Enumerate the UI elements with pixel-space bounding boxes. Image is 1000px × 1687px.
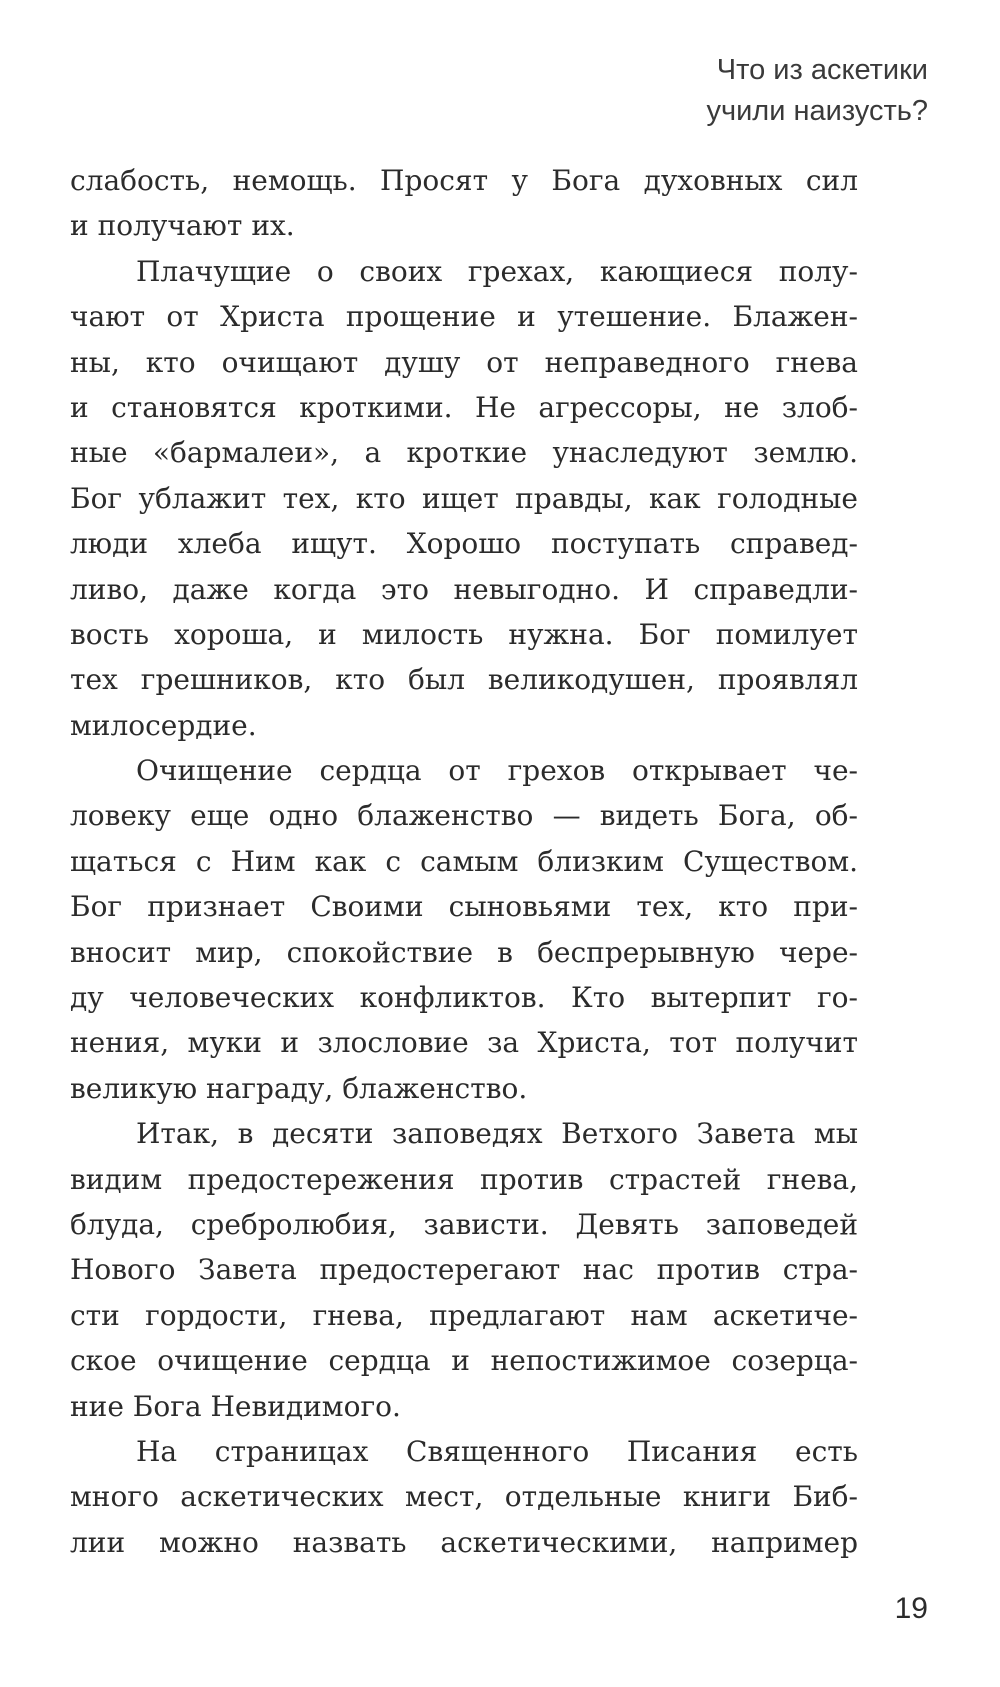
text-line: лии можно назвать аскетическими, например xyxy=(70,1525,858,1559)
text-line: блуда, сребролюбия, зависти. Девять заповедей xyxy=(70,1207,858,1241)
text-line: милосердие. xyxy=(70,708,257,742)
text-line: слабость, немощь. Просят у Бога духовных сил xyxy=(70,164,858,197)
text-line: щаться с Ним как с самым близким Существом. xyxy=(70,844,858,878)
body-text xyxy=(70,158,858,1565)
text-line: ные «бармалеи», а кроткие унаследуют землю. xyxy=(70,436,858,470)
text-line: видим предостережения против страстей гнева, xyxy=(70,1162,858,1196)
text-line: вость хороша, и милость нужна. Бог помилует xyxy=(70,617,858,651)
text-line: нения, муки и злословие за Христа, тот получит xyxy=(70,1026,858,1060)
text-line: ловеку еще одно блаженство — видеть Бога, об- xyxy=(70,799,858,833)
text-line: Итак, в десяти заповедях Ветхого Завета мы xyxy=(136,1117,858,1151)
text-line: сти гордости, гнева, предлагают нам аскетиче- xyxy=(70,1298,858,1332)
paragraph xyxy=(70,1429,858,1565)
text-line: ние Бога Невидимого. xyxy=(70,1389,401,1423)
paragraph xyxy=(70,249,858,748)
text-line: великую награду, блаженство. xyxy=(70,1071,528,1105)
text-line: Плачущие о своих грехах, кающиеся полу- xyxy=(136,254,858,288)
text-line: Нового Завета предостерегают нас против стра- xyxy=(70,1253,858,1287)
text-line: тех грешников, кто был великодушен, проявлял xyxy=(70,663,858,697)
paragraph xyxy=(70,1111,858,1429)
running-header xyxy=(628,50,928,132)
paragraph xyxy=(70,748,858,1111)
text-line: ское очищение сердца и непостижимое созерца- xyxy=(70,1344,858,1378)
text-line: и получают их. xyxy=(70,209,295,243)
text-line: чают от Христа прощение и утешение. Блажен- xyxy=(70,300,858,334)
text-line: ду человеческих конфликтов. Кто вытерпит го- xyxy=(70,981,858,1015)
text-line: ливо, даже когда это невыгодно. И справедли- xyxy=(70,572,858,606)
text-line: Бог ублажит тех, кто ищет правды, как голодные xyxy=(70,481,858,515)
text-line: много аскетических мест, отдельные книги Биб- xyxy=(70,1480,858,1514)
paragraph xyxy=(70,158,858,249)
running-header-line-2: учили наизусть? xyxy=(706,95,928,127)
text-line: Бог признает Своими сыновьями тех, кто при- xyxy=(70,890,858,924)
text-line: Очищение сердца от грехов открывает че- xyxy=(136,754,858,788)
text-line: На страницах Священного Писания есть xyxy=(136,1434,858,1468)
text-line: вносит мир, спокойствие в беспрерывную чере- xyxy=(70,935,858,969)
text-line: и становятся кроткими. Не агрессоры, не злоб- xyxy=(70,390,858,424)
running-header-line-1: Что из аскетики xyxy=(716,54,928,86)
page-number: 19 xyxy=(894,1592,928,1625)
text-line: люди хлеба ищут. Хорошо поступать справед- xyxy=(70,527,858,561)
text-line: ны, кто очищают душу от неправедного гнева xyxy=(70,345,858,379)
